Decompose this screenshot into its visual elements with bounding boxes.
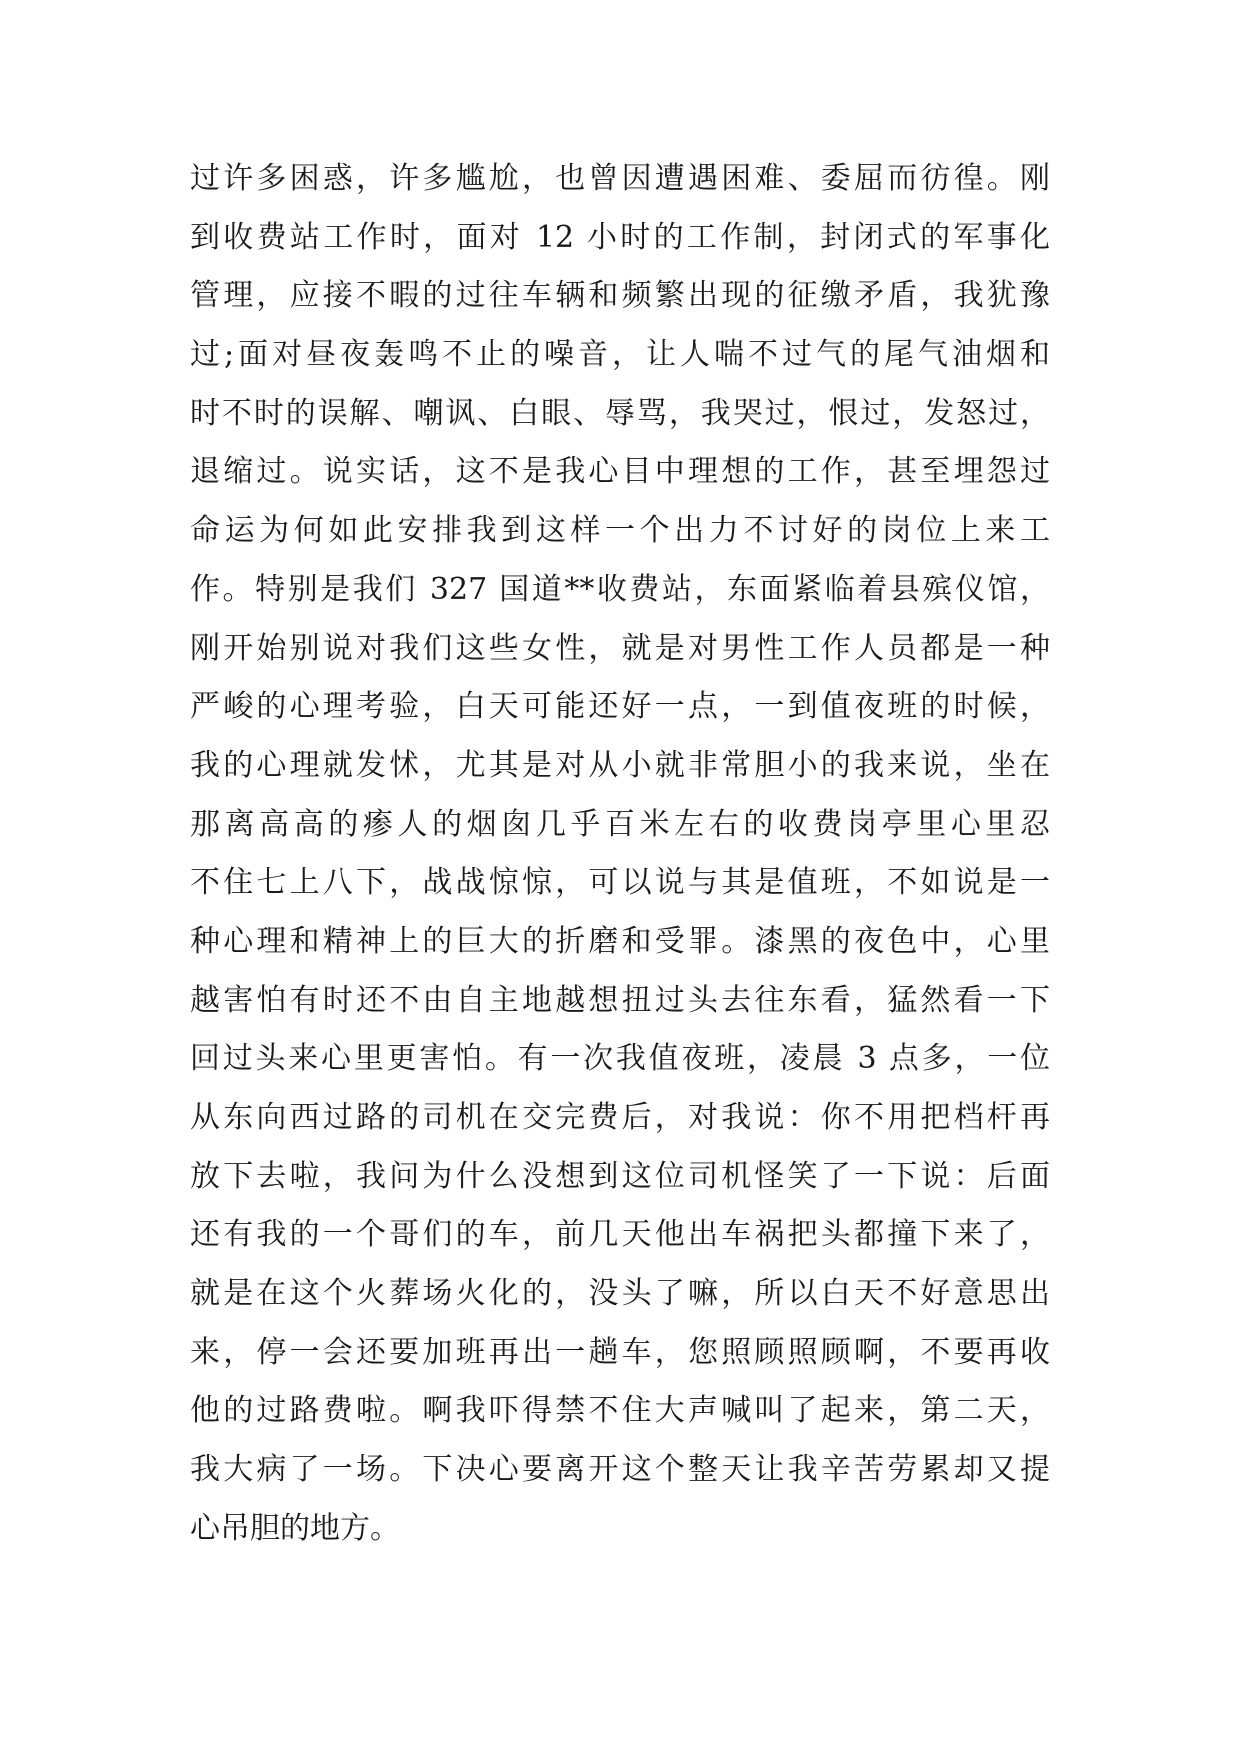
text-line: 退缩过。说实话，这不是我心目中理想的工作，甚至埋怨过 — [190, 454, 1050, 490]
text-line: 过;面对昼夜轰鸣不止的噪音，让人喘不过气的尾气油烟和 — [190, 337, 1050, 373]
text-line: 到收费站工作时，面对 12 小时的工作制，封闭式的军事化 — [190, 219, 1050, 255]
text-line: 回过头来心里更害怕。有一次我值夜班，凌晨 3 点多，一位 — [190, 1041, 1050, 1077]
text-line: 我大病了一场。下决心要离开这个整天让我辛苦劳累却又提 — [190, 1452, 1050, 1488]
body-text — [190, 150, 1050, 1559]
text-line: 命运为何如此安排我到这样一个出力不讨好的岗位上来工 — [190, 513, 1050, 549]
text-line: 就是在这个火葬场火化的，没头了嘛，所以白天不好意思出 — [190, 1276, 1050, 1312]
text-line: 他的过路费啦。啊我吓得禁不住大声喊叫了起来，第二天， — [190, 1393, 1050, 1429]
text-line: 过许多困惑，许多尴尬，也曾因遭遇困难、委屈而彷徨。刚 — [190, 161, 1050, 196]
text-line: 从东向西过路的司机在交完费后，对我说：你不用把档杆再 — [190, 1100, 1050, 1135]
text-line: 放下去啦，我问为什么没想到这位司机怪笑了一下说：后面 — [190, 1158, 1050, 1194]
text-line: 我的心理就发怵，尤其是对从小就非常胆小的我来说，坐在 — [190, 747, 1050, 783]
text-line: 不住七上八下，战战惊惊，可以说与其是值班，不如说是一 — [190, 865, 1050, 901]
text-line: 种心理和精神上的巨大的折磨和受罪。漆黑的夜色中，心里 — [190, 923, 1050, 959]
text-line: 刚开始别说对我们这些女性，就是对男性工作人员都是一种 — [190, 630, 1050, 666]
text-line: 来，停一会还要加班再出一趟车，您照顾照顾啊，不要再收 — [190, 1334, 1050, 1370]
text-line: 严峻的心理考验，白天可能还好一点，一到值夜班的时候， — [190, 689, 1050, 725]
text-line: 心吊胆的地方。 — [190, 1510, 400, 1546]
text-line: 时不时的误解、嘲讽、白眼、辱骂，我哭过，恨过，发怒过， — [190, 395, 1050, 431]
text-line: 管理，应接不暇的过往车辆和频繁出现的征缴矛盾，我犹豫 — [190, 278, 1050, 314]
text-line: 那离高高的瘆人的烟囱几乎百米左右的收费岗亭里心里忍 — [190, 806, 1050, 842]
text-line: 越害怕有时还不由自主地越想扭过头去往东看，猛然看一下 — [190, 982, 1050, 1018]
text-line: 还有我的一个哥们的车，前几天他出车祸把头都撞下来了， — [190, 1217, 1050, 1253]
text-line: 作。特别是我们 327 国道**收费站，东面紧临着县殡仪馆， — [190, 571, 1050, 607]
